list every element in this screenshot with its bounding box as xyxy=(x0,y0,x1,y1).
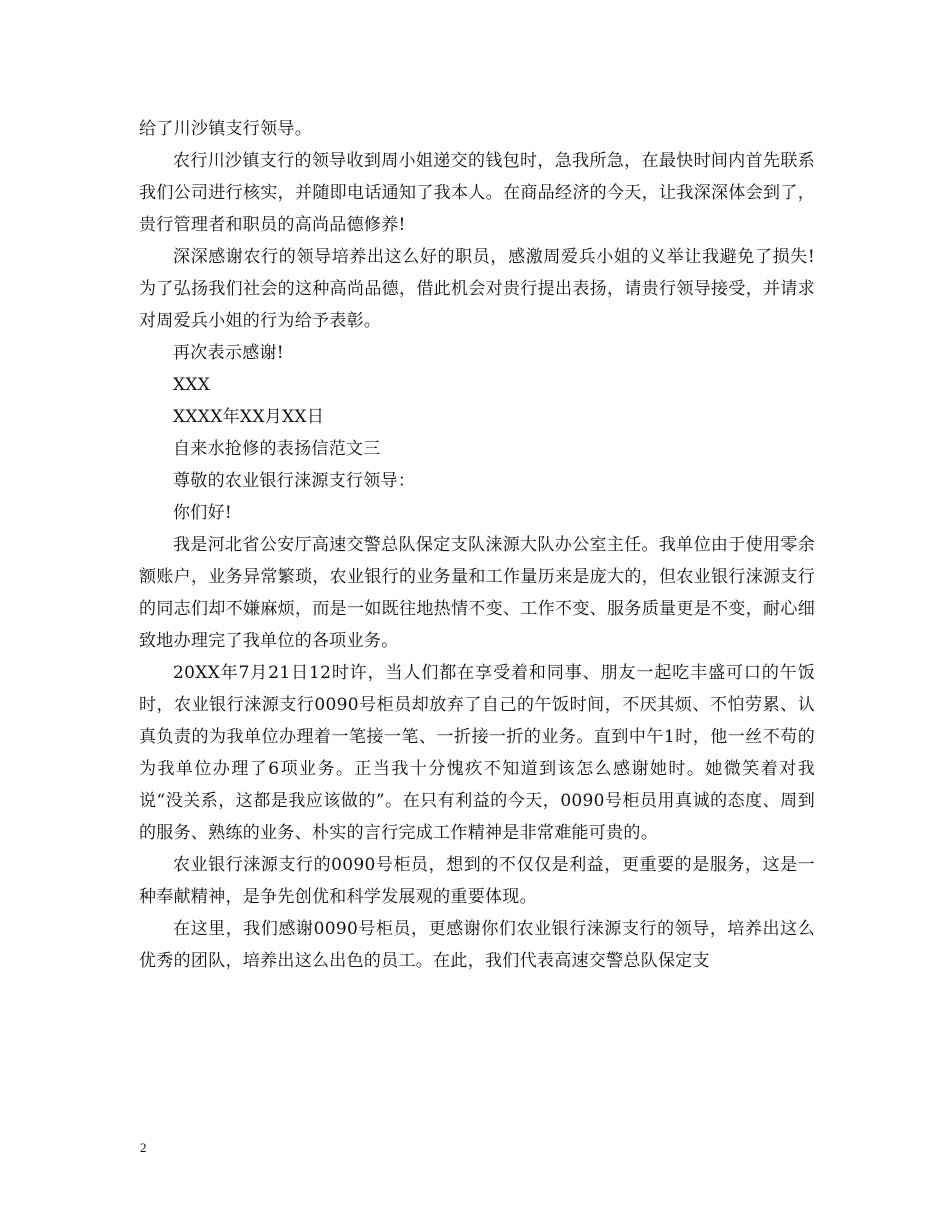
signature: XXX xyxy=(173,375,211,395)
paragraph: 20XX年7月21日12时许，当人们都在享受着和同事、朋友一起吃丰盛可口的午饭时，农业银行涞源支行0090号柜员却放弃了自己的午饭时间，不厌其烦、不怕劳累、认真负责的为我单位办理着一笔接一笔、一折接一折的业务。直到中午1时，他一丝不苟的为我单位办理了6项业务。正当我十分愧疚不知道到该怎么感谢她时。她微笑着对我说“没关系，这都是我应该做的”。在只有利益的今天，0090号柜员用真诚的态度、周到的服务、熟练的业务、朴实的言行完成工作精神是非常难能可贵的。 xyxy=(139,663,815,843)
paragraph: 给了川沙镇支行领导。 xyxy=(139,119,312,139)
paragraph: 农业银行涞源支行的0090号柜员，想到的不仅仅是利益，更重要的是服务，这是一种奉献精神，是争先创优和科学发展观的重要体现。 xyxy=(139,855,815,907)
document-body xyxy=(139,113,815,977)
paragraph: 我是河北省公安厅高速交警总队保定支队涞源大队办公室主任。我单位由于使用零余额账户，业务异常繁琐，农业银行的业务量和工作量历来是庞大的，但农业银行涞源支行的同志们却不嫌麻烦，而是一如既往地热情不变、工作不变、服务质量更是不变，耐心细致地办理完了我单位的各项业务。 xyxy=(139,535,815,651)
paragraph: 在这里，我们感谢0090号柜员，更感谢你们农业银行涞源支行的领导，培养出这么优秀的团队，培养出这么出色的员工。在此，我们代表高速交警总队保定支 xyxy=(139,919,815,971)
page-number: 2 xyxy=(140,1140,147,1155)
date-line: XXXX年XX月XX日 xyxy=(173,407,325,427)
closing-line: 再次表示感谢! xyxy=(173,343,284,363)
greeting: 你们好! xyxy=(173,503,233,523)
salutation: 尊敬的农业银行涞源支行领导： xyxy=(173,471,416,491)
section-title: 自来水抢修的表扬信范文三 xyxy=(173,439,381,459)
paragraph: 深深感谢农行的领导培养出这么好的职员，感激周爱兵小姐的义举让我避免了损失!为了弘扬我们社会的这种高尚品德，借此机会对贵行提出表扬，请贵行领导接受，并请求对周爱兵小姐的行为给予表彰。 xyxy=(139,247,815,331)
paragraph: 农行川沙镇支行的领导收到周小姐递交的钱包时，急我所急，在最快时间内首先联系我们公司进行核实，并随即电话通知了我本人。在商品经济的今天，让我深深体会到了，贵行管理者和职员的高尚品德修养! xyxy=(139,151,815,235)
